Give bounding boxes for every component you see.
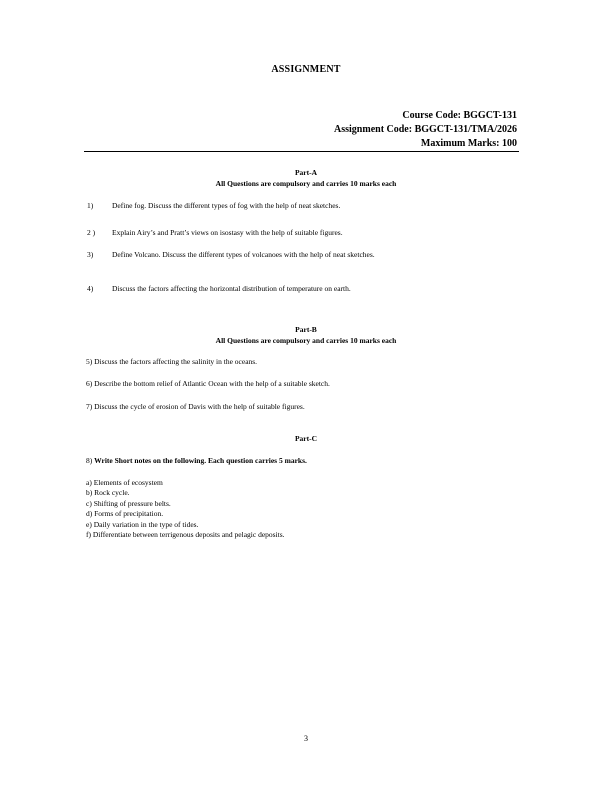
question-number: 2 ): [87, 228, 96, 237]
part-a-title: Part-A: [294, 168, 318, 177]
header-divider: [84, 151, 519, 152]
list-item: e) Daily variation in the type of tides.: [86, 520, 199, 529]
question-number: 1): [87, 201, 94, 210]
assignment-title: ASSIGNMENT: [271, 64, 341, 75]
list-item: a) Elements of ecosystem: [86, 478, 163, 487]
part-c-title: Part-C: [294, 434, 318, 443]
question-text: 6) Describe the bottom relief of Atlantic Ocean with the help of a suitable sketch.: [86, 379, 330, 388]
question-number: 8): [86, 456, 93, 465]
list-item: f) Differentiate between terrigenous deposits and pelagic deposits.: [86, 530, 285, 539]
list-item: c) Shifting of pressure belts.: [86, 499, 171, 508]
question-text: Discuss the factors affecting the horizontal distribution of temperature on earth.: [112, 284, 351, 293]
page-number: 3: [304, 734, 308, 743]
list-item: d) Forms of precipitation.: [86, 509, 164, 518]
course-code: Course Code: BGGCT-131: [402, 110, 517, 121]
assignment-code: Assignment Code: BGGCT-131/TMA/2026: [334, 124, 517, 135]
question-text: Define Volcano. Discuss the different types of volcanoes with the help of neat sketches.: [112, 250, 375, 259]
question-text: Define fog. Discuss the different types of fog with the help of neat sketches.: [112, 201, 341, 210]
part-b-title: Part-B: [295, 325, 317, 334]
question-text: 5) Discuss the factors affecting the salinity in the oceans.: [86, 357, 258, 366]
part-c-question: [86, 456, 307, 465]
question-number: 4): [87, 284, 94, 293]
part-b-instruction: All Questions are compulsory and carries 10 marks each: [215, 336, 397, 345]
question-number: 3): [87, 250, 94, 259]
question-text: 7) Discuss the cycle of erosion of Davis with the help of suitable figures.: [86, 402, 305, 411]
maximum-marks: Maximum Marks: 100: [420, 138, 517, 149]
question-text: Write Short notes on the following. Each question carries 5 marks.: [94, 456, 307, 465]
list-item: b) Rock cycle.: [86, 488, 130, 497]
part-a-instruction: All Questions are compulsory and carries 10 marks each: [215, 179, 397, 188]
question-text: Explain Airy’s and Pratt’s views on isostasy with the help of suitable figures.: [112, 228, 343, 237]
